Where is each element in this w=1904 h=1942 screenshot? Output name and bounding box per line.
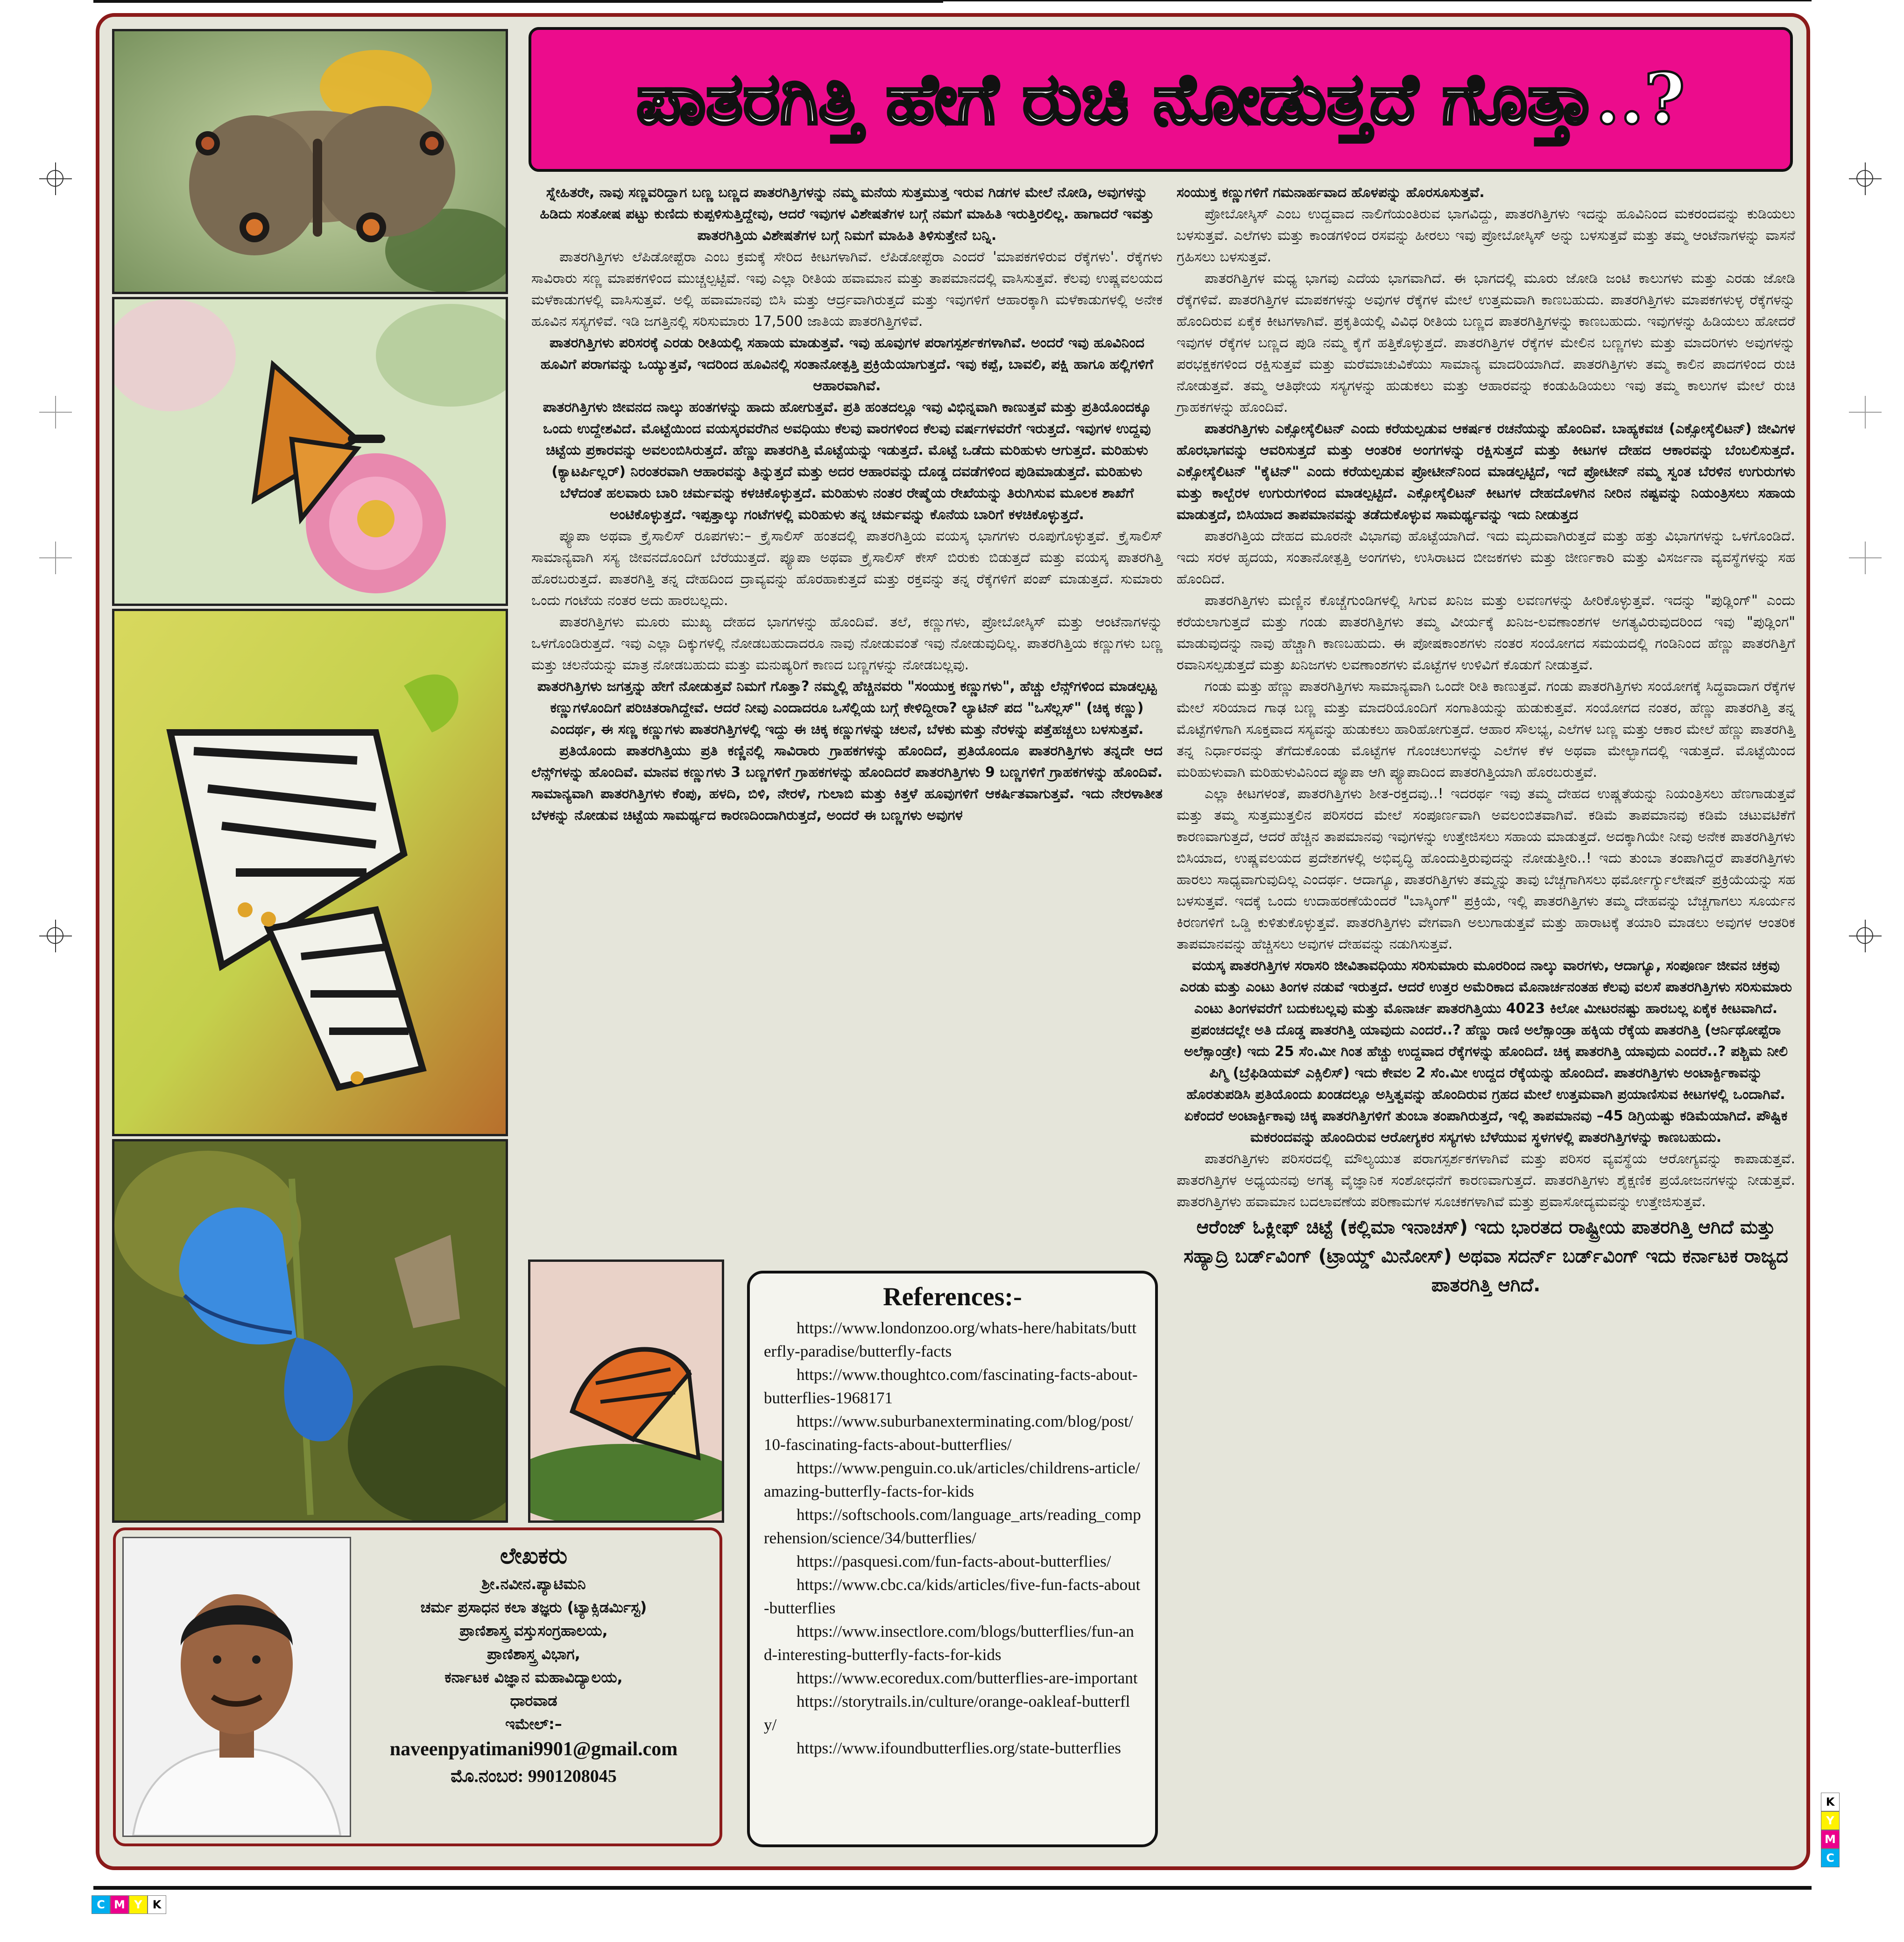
reference-link[interactable]: https://softschools.com/language_arts/reading_comprehension/science/34/butterflies/ xyxy=(764,1506,1141,1547)
cmyk-y: Y xyxy=(1821,1811,1840,1830)
cmyk-y: Y xyxy=(129,1895,148,1914)
author-phone: ಮೊ.ನಂಬರ: 9901208045 xyxy=(451,1766,617,1786)
paragraph: ಪ್ರೋಬೋಸ್ಕಿಸ್ ಎಂಬ ಉದ್ದವಾದ ನಾಲಿಗೆಯಂತಿರುವ ಭಾಗವಿದ್ದು, ಪಾತರಗಿತ್ತಿಗಳು ಇದನ್ನು ಹೂವಿನಿಂದ ಮಕರಂದವನ್ನು ಕುಡಿಯಲು ಬಳಸುತ್ತವೆ. ಎಲೆಗಳು ಮತ್ತು ಕಾಂಡಗಳಿಂದ ರಸವನ್ನು ಹೀರಲು ಇವು ಪ್ರೋಬೋಸ್ಕಿಸ್ ಅನ್ನು ಬಳಸುತ್ತವೆ ಮತ್ತು ತಮ್ಮ ಆಂಟೆನಾಗಳನ್ನು ವಾಸನೆ ಗ್ರಹಿಸಲು ಬಳಸುತ್ತವೆ. xyxy=(1177,206,1795,265)
top-rule xyxy=(93,0,943,3)
cmyk-c: C xyxy=(1821,1849,1840,1867)
author-email-label: ಇಮೇಲ್:– xyxy=(505,1715,562,1733)
reference-link[interactable]: https://www.ifoundbutterflies.org/state-butterflies xyxy=(797,1739,1121,1757)
crop-mark-icon xyxy=(39,396,72,429)
registration-mark-icon xyxy=(1849,920,1882,952)
reference-link[interactable]: https://www.penguin.co.uk/articles/childrens-article/amazing-butterfly-facts-for-kids xyxy=(764,1459,1140,1500)
paragraph: ಪಾತರಗಿತ್ತಿಯ ದೇಹದ ಮೂರನೇ ವಿಭಾಗವು ಹೊಟ್ಟೆಯಾಗಿದೆ. ಇದು ಮೃದುವಾಗಿರುತ್ತದೆ ಮತ್ತು ಹತ್ತು ವಿಭಾಗಗಳನ್ನು ಒಳಗೊಂಡಿದೆ. ಇದು ಸರಳ ಹೃದಯ, ಸಂತಾನೋತ್ಪತ್ತಿ ಅಂಗಗಳು, ಉಸಿರಾಟದ ಬೀಜಕಗಳು ಮತ್ತು ಜೀರ್ಣಕಾರಿ ಮತ್ತು ವಿಸರ್ಜನಾ ವ್ಯವಸ್ಥೆಗಳನ್ನು ಸಹ ಹೊಂದಿದೆ. xyxy=(1177,528,1795,587)
crop-mark-icon xyxy=(1849,542,1882,574)
photo-mating-butterflies xyxy=(112,609,508,1136)
intro-paragraph: ಸ್ನೇಹಿತರೇ, ನಾವು ಸಣ್ಣವರಿದ್ದಾಗ ಬಣ್ಣ ಬಣ್ಣದ ಪಾತರಗಿತ್ತಿಗಳನ್ನು ನಮ್ಮ ಮನೆಯ ಸುತ್ತಮುತ್ತ ಇರುವ ಗಿಡಗಳ ಮೇಲೆ ನೋಡಿ, ಅವುಗಳನ್ನು ಹಿಡಿದು ಸಂತೋಷ ಪಟ್ಟು ಕುಣಿದು ಕುಪ್ಪಳಿಸುತ್ತಿದ್ದೇವು, ಆದರೆ ಇವುಗಳ ವಿಶೇಷತೆಗಳ ಬಗ್ಗೆ ನಮಗೆ ಮಾಹಿತಿ ಇರುತ್ತಿರಲಿಲ್ಲ. ಹಾಗಾದರೆ ಇವತ್ತು ಪಾತರಗಿತ್ತಿಯ ವಿಶೇಷತೆಗಳ ಬಗ್ಗೆ ನಿಮಗೆ ಮಾಹಿತಿ ತಿಳಿಸುತ್ತೇನೆ ಬನ್ನಿ. xyxy=(540,184,1154,244)
author-role: ಚರ್ಮ ಪ್ರಸಾಧನ ಕಲಾ ತಜ್ಞರು (ಟ್ಯಾಕ್ಸಿಡರ್ಮಿಸ್ಟ) xyxy=(420,1598,647,1616)
closing-paragraph: ಆರೆಂಜ್ ಓಕ್ಲೀಫ್ ಚಿಟ್ಟೆ (ಕಲ್ಲಿಮಾ ಇನಾಚಸ್) ಇದು ಭಾರತದ ರಾಷ್ಟ್ರೀಯ ಪಾತರಗಿತ್ತಿ ಆಗಿದೆ ಮತ್ತು ಸಹ್ಯಾದ್ರಿ ಬರ್ಡ್‌ವಿಂಗ್ (ಟ್ರಾಯ್ಡ್ ಮಿನೋಸ್) ಅಥವಾ ಸದರ್ನ್ ಬರ್ಡ್‌ವಿಂಗ್ ಇದು ಕರ್ನಾಟಕ ರಾಜ್ಯದ ಪಾತರಗಿತ್ತಿ ಆಗಿದೆ. xyxy=(1184,1217,1788,1296)
crop-mark-icon xyxy=(39,542,72,574)
author-heading: ಲೇಖಕರು xyxy=(500,1543,568,1569)
paragraph: ಪಾತರಗಿತ್ತಿಗಳು ಮೂರು ಮುಖ್ಯ ದೇಹದ ಭಾಗಗಳನ್ನು ಹೊಂದಿವೆ. ತಲೆ, ಕಣ್ಣುಗಳು, ಪ್ರೋಬೋಸ್ಕಿಸ್ ಮತ್ತು ಆಂಟೆನಾಗಳನ್ನು ಒಳಗೊಂಡಿರುತ್ತದೆ. ಇವು ಎಲ್ಲಾ ದಿಕ್ಕುಗಳಲ್ಲಿ ನೋಡಬಹುದಾದರೂ ನಾವು ನೋಡುವಂತೆ ಇವು ನೋಡುವುದಿಲ್ಲ. ಪಾತರಗಿತ್ತಿಯ ಕಣ್ಣುಗಳು ಬಣ್ಣ ಮತ್ತು ಚಲನೆಯನ್ನು ಮಾತ್ರ ನೋಡಬಹುದು ಮತ್ತು ಮನುಷ್ಯರಿಗೆ ಕಾಣದ ಬಣ್ಣಗಳನ್ನು ನೋಡಬಲ್ಲವು. xyxy=(531,614,1163,673)
photo-monarch-butterfly xyxy=(112,297,508,606)
reference-link[interactable]: https://www.ecoredux.com/butterflies-are-important xyxy=(797,1669,1138,1687)
paragraph: ಪಾತರಗಿತ್ತಿಗಳು ಜೀವನದ ನಾಲ್ಕು ಹಂತಗಳನ್ನು ಹಾದು ಹೋಗುತ್ತವೆ. ಪ್ರತಿ ಹಂತದಲ್ಲೂ ಇವು ವಿಭಿನ್ನವಾಗಿ ಕಾಣುತ್ತವೆ ಮತ್ತು ಪ್ರತಿಯೊಂದಕ್ಕೂ ಒಂದು ಉದ್ದೇಶವಿದೆ. ಮೊಟ್ಟೆಯಿಂದ ವಯಸ್ಕರವರೆಗಿನ ಅವಧಿಯು ಕೆಲವು ವಾರಗಳಿಂದ ಕೆಲವು ವರ್ಷಗಳವರೆಗೆ ಇರುತ್ತದೆ. ಇವುಗಳ ಉದ್ದವು ಚಿಟ್ಟೆಯ ಪ್ರಕಾರವನ್ನು ಅವಲಂಬಿಸಿರುತ್ತದೆ. ಹೆಣ್ಣು ಪಾತರಗಿತ್ತಿ ಮೊಟ್ಟೆಯನ್ನು ಇಡುತ್ತದೆ. ಮೊಟ್ಟೆ ಒಡೆದು ಮರಿಹುಳು ಆಗುತ್ತದೆ. ಮರಿಹುಳು (ಕ್ಯಾಟರ್ಪಿಲ್ಲರ್) ನಿರಂತರವಾಗಿ ಆಹಾರವನ್ನು ತಿನ್ನುತ್ತದೆ ಮತ್ತು ಅದರ ಆಹಾರವನ್ನು ದೊಡ್ಡ ದವಡೆಗಳಿಂದ ಪುಡಿಮಾಡುತ್ತದೆ. ಮರಿಹುಳು ಬೆಳೆದಂತೆ ಹಲವಾರು ಬಾರಿ ಚರ್ಮವನ್ನು ಕಳಚಿಕೊಳ್ಳುತ್ತದೆ. ಮರಿಹುಳು ನಂತರ ರೇಷ್ಮೆಯ ರೇಖೆಯನ್ನು ತಿರುಗಿಸುವ ಮೂಲಕ ಶಾಖೆಗೆ ಅಂಟಿಕೊಳ್ಳುತ್ತದೆ. ಇಪ್ಪತ್ತಾಲ್ಕು ಗಂಟೆಗಳಲ್ಲಿ ಮರಿಹುಳು ತನ್ನ ಚರ್ಮವನ್ನು ಕೊನೆಯ ಬಾರಿಗೆ ಕಳಚಿಕೊಳ್ಳುತ್ತದೆ. xyxy=(543,399,1151,523)
reference-link[interactable]: https://www.thoughtco.com/fascinating-facts-about-butterflies-1968171 xyxy=(764,1365,1138,1407)
reference-link[interactable]: https://www.londonzoo.org/whats-here/habitats/butterfly-paradise/butterfly-facts xyxy=(764,1319,1137,1360)
photo-blue-butterfly xyxy=(112,1139,508,1523)
author-museum: ಪ್ರಾಣಿಶಾಸ್ತ್ರ ವಸ್ತುಸಂಗ್ರಹಾಲಯ, xyxy=(459,1622,608,1639)
photo-lacewing-butterfly xyxy=(528,1259,724,1523)
paragraph: ಪಾತರಗಿತ್ತಿಗಳು ಜಗತ್ತನ್ನು ಹೇಗೆ ನೋಡುತ್ತವೆ ನಿಮಗೆ ಗೊತ್ತಾ? ನಮ್ಮಲ್ಲಿ ಹೆಚ್ಚಿನವರು "ಸಂಯುಕ್ತ ಕಣ್ಣುಗಳು", ಹೆಚ್ಚು ಲೆನ್ಸ್‌ಗಳಿಂದ ಮಾಡಲ್ಪಟ್ಟ ಕಣ್ಣುಗಳೊಂದಿಗೆ ಪರಿಚಿತರಾಗಿದ್ದೇವೆ. ಆದರೆ ನೀವು ಎಂದಾದರೂ ಒಸೆಲ್ಲಿಯ ಬಗ್ಗೆ ಕೇಳಿದ್ದೀರಾ? ಲ್ಯಾಟಿನ್ ಪದ "ಒಸೆಲ್ಲಸ್" (ಚಿಕ್ಕ ಕಣ್ಣು) ಎಂದರ್ಥ, ಈ ಸಣ್ಣ ಕಣ್ಣುಗಳು ಪಾತರಗಿತ್ತಿಗಳಲ್ಲಿ ಇದ್ದು ಈ ಚಿಕ್ಕ ಕಣ್ಣುಗಳನ್ನು ಚಲನೆ, ಬೆಳಕು ಮತ್ತು ನೆರಳನ್ನು ಪತ್ತೆಹಚ್ಚಲು ಬಳಸುತ್ತವೆ. xyxy=(537,678,1157,738)
paragraph: ಪ್ಯೂಪಾ ಅಥವಾ ಕ್ರೈಸಾಲಿಸ್ ರೂಪಗಳು:– ಕ್ರೈಸಾಲಿಸ್ ಹಂತದಲ್ಲಿ ಪಾತರಗಿತ್ತಿಯ ವಯಸ್ಕ ಭಾಗಗಳು ರೂಪುಗೊಳ್ಳುತ್ತವೆ. ಕ್ರೈಸಾಲಿಸ್ ಸಾಮಾನ್ಯವಾಗಿ ಸಸ್ಯ ಜೀವನದೊಂದಿಗೆ ಬೆರೆಯುತ್ತದೆ. ಪ್ಯೂಪಾ ಅಥವಾ ಕ್ರೈಸಾಲಿಸ್ ಕೇಸ್ ಬಿರುಕು ಬಿಡುತ್ತದೆ ಮತ್ತು ವಯಸ್ಕ ಪಾತರಗಿತ್ತಿ ಹೊರಬರುತ್ತದೆ. ಪಾತರಗಿತ್ತಿ ತನ್ನ ದೇಹದಿಂದ ದ್ರಾವ್ಯವನ್ನು ಹೊರಹಾಕುತ್ತದೆ ಮತ್ತು ರಕ್ತವನ್ನು ತನ್ನ ರೆಕ್ಕೆಗಳಿಗೆ ಪಂಪ್ ಮಾಡುತ್ತದೆ. ಸುಮಾರು ಒಂದು ಗಂಟೆಯ ನಂತರ ಅದು ಹಾರಬಲ್ಲದು. xyxy=(531,528,1163,609)
paragraph: ಪಾತರಗಿತ್ತಿಗಳು ಎಕ್ಸೋಸ್ಕೆಲಿಟನ್ ಎಂದು ಕರೆಯಲ್ಪಡುವ ಆಕರ್ಷಕ ರಚನೆಯನ್ನು ಹೊಂದಿವೆ. ಬಾಹ್ಯಕವಚ (ಎಕ್ಸೋಸ್ಕೆಲಿಟನ್) ಜೀವಿಗಳ ಹೊರಭಾಗವನ್ನು ಆವರಿಸುತ್ತದೆ ಮತ್ತು ಆಂತರಿಕ ಅಂಗಗಳನ್ನು ರಕ್ಷಿಸುತ್ತದೆ ಮತ್ತು ಕೀಟಗಳ ದೇಹದ ಆಕಾರವನ್ನು ಬೆಂಬಲಿಸುತ್ತದೆ. ಎಕ್ಸೋಸ್ಕೆಲಿಟನ್ "ಕೈಟಿನ್" ಎಂದು ಕರೆಯಲ್ಪಡುವ ಪ್ರೋಟೀನ್‌ನಿಂದ ಮಾಡಲ್ಪಟ್ಟಿದೆ, ಇದೆ ಪ್ರೋಟೀನ್ ನಮ್ಮ ಸ್ವಂತ ಬೆರಳಿನ ಉಗುರುಗಳು ಮತ್ತು ಕಾಲ್ಬೆರಳ ಉಗುರುಗಳಿಂದ ಮಾಡಲ್ಪಟ್ಟಿದೆ. ಎಕ್ಸೋಸ್ಕೆಲಿಟನ್ ಕೀಟಗಳ ದೇಹದೊಳಗಿನ ನೀರಿನ ನಷ್ಟವನ್ನು ನಿಯಂತ್ರಿಸಲು ಸಹಾಯ ಮಾಡುತ್ತದೆ, ಬಿಸಿಯಾದ ತಾಪಮಾನವನ್ನು ತಡೆದುಕೊಳ್ಳುವ ಸಾಮರ್ಥ್ಯವನ್ನು ಇದು ನೀಡುತ್ತದ xyxy=(1177,421,1795,523)
reference-link[interactable]: https://pasquesi.com/fun-facts-about-butterflies/ xyxy=(797,1552,1111,1570)
paragraph: ಪ್ರತಿಯೊಂದು ಪಾತರಗಿತ್ತಿಯು ಪ್ರತಿ ಕಣ್ಣಿನಲ್ಲಿ ಸಾವಿರಾರು ಗ್ರಾಹಕಗಳನ್ನು ಹೊಂದಿದೆ, ಪ್ರತಿಯೊಂದೂ ಪಾತರಗಿತ್ತಿಗಳು ತನ್ನದೇ ಆದ ಲೆನ್ಸ್‌ಗಳನ್ನು ಹೊಂದಿವೆ. ಮಾನವ ಕಣ್ಣುಗಳು 3 ಬಣ್ಣಗಳಿಗೆ ಗ್ರಾಹಕಗಳನ್ನು ಹೊಂದಿದರೆ ಪಾತರಗಿತ್ತಿಗಳು 9 ಬಣ್ಣಗಳಿಗೆ ಗ್ರಾಹಕಗಳನ್ನು ಹೊಂದಿವೆ. ಸಾಮಾನ್ಯವಾಗಿ ಪಾತರಗಿತ್ತಿಗಳು ಕೆಂಪು, ಹಳದಿ, ಬಿಳಿ, ನೇರಳೆ, ಗುಲಾಬಿ ಮತ್ತು ಕಿತ್ತಳೆ ಹೂವುಗಳಿಗೆ ಆಕರ್ಷಿತವಾಗುತ್ತವೆ. ಇದು ನೇರಳಾತೀತ ಬೆಳಕನ್ನು ನೋಡುವ ಚಿಟ್ಟೆಯ ಸಾಮರ್ಥ್ಯದ ಕಾರಣದಿಂದಾಗಿರುತ್ತದೆ, ಅಂದರೆ ಈ ಬಣ್ಣಗಳು ಅವುಗಳ xyxy=(531,743,1163,823)
paragraph: ವಯಸ್ಕ ಪಾತರಗಿತ್ತಿಗಳ ಸರಾಸರಿ ಜೀವಿತಾವಧಿಯು ಸರಿಸುಮಾರು ಮೂರರಿಂದ ನಾಲ್ಕು ವಾರಗಳು, ಆದಾಗ್ಯೂ, ಸಂಪೂರ್ಣ ಜೀವನ ಚಕ್ರವು ಎರಡು ಮತ್ತು ಎಂಟು ತಿಂಗಳ ನಡುವೆ ಇರುತ್ತದೆ. ಆದರೆ ಉತ್ತರ ಅಮೆರಿಕಾದ ಮೊನಾರ್ಚನಂತಹ ಕೆಲವು ವಲಸೆ ಪಾತರಗಿತ್ತಿಗಳು ಸರಿಸುಮಾರು ಎಂಟು ತಿಂಗಳವರೆಗೆ ಬದುಕಬಲ್ಲವು ಮತ್ತು ಮೊನಾರ್ಚ ಪಾತರಗಿತ್ತಿಯು 4023 ಕಿಲೋ ಮೀಟರನಷ್ಟು ಹಾರಬಲ್ಲ ಏಕೈಕ ಕೀಟವಾಗಿದೆ. ಪ್ರಪಂಚದಲ್ಲೇ ಅತಿ ದೊಡ್ಡ ಪಾತರಗಿತ್ತಿ ಯಾವುದು ಎಂದರೆ..? ಹೆಣ್ಣು ರಾಣಿ ಅಲೆಕ್ಸಾಂಡ್ರಾ ಹಕ್ಕಿಯ ರೆಕ್ಕೆಯ ಪಾತರಗಿತ್ತಿ (ಆರ್ನಿಥೋಪ್ಟೆರಾ ಅಲೆಕ್ಸಾಂಡ್ರೇ) ಇದು 25 ಸೆಂ.ಮೀ ಗಿಂತ ಹೆಚ್ಚು ಉದ್ದವಾದ ರೆಕ್ಕೆಗಳನ್ನು ಹೊಂದಿದೆ. ಚಿಕ್ಕ ಪಾತರಗಿತ್ತಿ ಯಾವುದು ಎಂದರೆ..? ಪಶ್ಚಿಮ ನೀಲಿ ಪಿಗ್ಮಿ (ಬ್ರೆಫಿಡಿಯಮ್ ಎಕ್ಸಿಲಿಸ್) ಇದು ಕೇವಲ 2 ಸೆಂ.ಮೀ ಉದ್ದದ ರೆಕ್ಕೆಯನ್ನು ಹೊಂದಿದೆ. ಪಾತರಗಿತ್ತಿಗಳು ಅಂಟಾರ್ಕ್ಟಿಕಾವನ್ನು ಹೊರತುಪಡಿಸಿ ಪ್ರತಿಯೊಂದು ಖಂಡದಲ್ಲೂ ಅಸ್ತಿತ್ವವನ್ನು ಹೊಂದಿರುವ ಗ್ರಹದ ಮೇಲೆ ಉತ್ತಮವಾಗಿ ಪ್ರಯಾಣಿಸುವ ಕೀಟಗಳಲ್ಲಿ ಒಂದಾಗಿವೆ. ಏಕೆಂದರೆ ಅಂಟಾರ್ಕ್ಟಿಕಾವು ಚಿಕ್ಕ ಪಾತರಗಿತ್ತಿಗಳಿಗೆ ತುಂಬಾ ತಂಪಾಗಿರುತ್ತದೆ, ಇಲ್ಲಿ ತಾಪಮಾನವು –45 ಡಿಗ್ರಿಯಷ್ಟು ಕಡಿಮೆಯಾಗಿದೆ. ಪೌಷ್ಟಿಕ ಮಕರಂದವನ್ನು ಹೊಂದಿರುವ ಆರೋಗ್ಯಕರ ಸಸ್ಯಗಳು ಬೆಳೆಯುವ ಸ್ಥಳಗಳಲ್ಲಿ ಪಾತರಗಿತ್ತಿಗಳನ್ನು ಕಾಣಬಹುದು. xyxy=(1179,957,1792,1146)
paragraph: ಪಾತರಗಿತ್ತಿಗಳು ಲೆಪಿಡೋಪ್ಟೆರಾ ಎಂಬ ಕ್ರಮಕ್ಕೆ ಸೇರಿದ ಕೀಟಗಳಾಗಿವೆ. ಲೆಪಿಡೋಪ್ಟೆರಾ ಎಂದರೆ 'ಮಾಪಕಗಳಿರುವ ರೆಕ್ಕೆಗಳು'. ರೆಕ್ಕೆಗಳು ಸಾವಿರಾರು ಸಣ್ಣ ಮಾಪಕಗಳಿಂದ ಮುಚ್ಚಲ್ಪಟ್ಟಿವೆ. ಇವು ಎಲ್ಲಾ ರೀತಿಯ ಹವಾಮಾನ ಮತ್ತು ತಾಪಮಾನದಲ್ಲಿ ವಾಸಿಸುತ್ತವೆ. ಕೆಲವು ಉಷ್ಣವಲಯದ ಮಳೆಕಾಡುಗಳಲ್ಲಿ ವಾಸಿಸುತ್ತವೆ. ಅಲ್ಲಿ ಹವಾಮಾನವು ಬಿಸಿ ಮತ್ತು ಆರ್ದ್ರವಾಗಿರುತ್ತದೆ ಮತ್ತು ಇವುಗಳಿಗೆ ಆಹಾರಕ್ಕಾಗಿ ಮಳೆಕಾಡುಗಳಲ್ಲಿ ಅನೇಕ ಹೂವಿನ ಸಸ್ಯಗಳಿವೆ. ಇಡಿ ಜಗತ್ತಿನಲ್ಲಿ ಸರಿಸುಮಾರು 17,500 ಜಾತಿಯ ಪಾತರಗಿತ್ತಿಗಳಿವೆ. xyxy=(531,249,1163,330)
article-column-1 xyxy=(531,182,1163,826)
references-box xyxy=(747,1271,1158,1847)
author-email[interactable]: naveenpyatimani9901@gmail.com xyxy=(389,1738,678,1760)
cmyk-m: M xyxy=(1821,1830,1840,1849)
reference-link[interactable]: https://www.insectlore.com/blogs/butterflies/fun-and-interesting-butterfly-facts-for-kids xyxy=(764,1622,1134,1664)
registration-mark-icon xyxy=(39,162,72,195)
author-details xyxy=(354,1540,713,1790)
cmyk-bottom-strip xyxy=(92,1895,166,1914)
author-photo xyxy=(122,1537,351,1837)
cmyk-k: K xyxy=(148,1895,166,1914)
reference-link[interactable]: https://www.suburbanexterminating.com/blog/post/10-fascinating-facts-about-butterflies/ xyxy=(764,1412,1133,1454)
reference-link[interactable]: https://www.cbc.ca/kids/articles/five-fun-facts-about-butterflies xyxy=(764,1576,1141,1617)
registration-mark-icon xyxy=(1849,162,1882,195)
paragraph: ಎಲ್ಲಾ ಕೀಟಗಳಂತೆ, ಪಾತರಗಿತ್ತಿಗಳು ಶೀತ-ರಕ್ತದವು..! ಇದರರ್ಥ ಇವು ತಮ್ಮ ದೇಹದ ಉಷ್ಣತೆಯನ್ನು ನಿಯಂತ್ರಿಸಲು ಹೆಣಗಾಡುತ್ತವೆ ಮತ್ತು ತಮ್ಮ ಸುತ್ತಮುತ್ತಲಿನ ಪರಿಸರದ ಮೇಲೆ ಸಂಪೂರ್ಣವಾಗಿ ಅವಲಂಬಿತವಾಗಿವೆ. ಕಡಿಮೆ ತಾಪಮಾನವು ಕಡಿಮೆ ಚಟುವಟಿಕೆಗೆ ಕಾರಣವಾಗುತ್ತದೆ, ಆದರೆ ಹೆಚ್ಚಿನ ತಾಪಮಾನವು ಇವುಗಳನ್ನು ಉತ್ತೇಜಿಸಲು ಸಹಾಯ ಮಾಡುತ್ತದೆ. ಅದಕ್ಕಾಗಿಯೇ ನೀವು ಅನೇಕ ಪಾತರಗಿತ್ತಿಗಳು ಬಿಸಿಯಾದ, ಉಷ್ಣವಲಯದ ಪ್ರದೇಶಗಳಲ್ಲಿ ಅಭಿವೃದ್ಧಿ ಹೊಂದುತ್ತಿರುವುದನ್ನು ನೋಡುತ್ತೀರಿ..! ಇದು ತುಂಬಾ ತಂಪಾಗಿದ್ದರೆ ಪಾತರಗಿತ್ತಿಗಳು ಹಾರಲು ಸಾಧ್ಯವಾಗುವುದಿಲ್ಲ ಎಂದರ್ಥ. ಆದಾಗ್ಯೂ, ಪಾತರಗಿತ್ತಿಗಳು ತಮ್ಮನ್ನು ತಾವು ಬೆಚ್ಚಗಾಗಿಸಲು ಥರ್ಮೋರ್ಗ್ಯುಲೇಷನ್ ಪ್ರಕ್ರಿಯೆಯನ್ನು ಸಹ ಬಳಸುತ್ತವೆ. ಇದಕ್ಕೆ ಒಂದು ಉದಾಹರಣೆಯೆಂದರೆ "ಬಾಸ್ಕಿಂಗ್" ಪ್ರಕ್ರಿಯೆ, ಇಲ್ಲಿ ಪಾತರಗಿತ್ತಿಗಳು ತಮ್ಮ ದೇಹವನ್ನು ಬೆಚ್ಚಗಾಗಲು ಸೂರ್ಯನ ಕಿರಣಗಳಿಗೆ ಒಡ್ಡಿ ಕುಳಿತುಕೊಳ್ಳುತ್ತವೆ. ಪಾತರಗಿತ್ತಿಗಳು ವೇಗವಾಗಿ ಅಲುಗಾಡುತ್ತವೆ ಮತ್ತು ಹಾರಾಟಕ್ಕೆ ತಯಾರಿ ಮಾಡಲು ಅವುಗಳ ಆಂತರಿಕ ತಾಪಮಾನವನ್ನು ಹೆಚ್ಚಿಸಲು ಅವುಗಳ ದೇಹವನ್ನು ನಡುಗಿಸುತ್ತವೆ. xyxy=(1177,786,1795,952)
paragraph: ಪಾತರಗಿತ್ತಿಗಳ ಮಧ್ಯ ಭಾಗವು ಎದೆಯ ಭಾಗವಾಗಿದೆ. ಈ ಭಾಗದಲ್ಲಿ ಮೂರು ಜೋಡಿ ಜಂಟಿ ಕಾಲುಗಳು ಮತ್ತು ಎರಡು ಜೋಡಿ ರೆಕ್ಕೆಗಳಿವೆ. ಪಾತರಗಿತ್ತಿಗಳ ಮಾಪಕಗಳನ್ನು ಅವುಗಳ ರೆಕ್ಕೆಗಳ ಮೇಲೆ ಉತ್ತಮವಾಗಿ ಕಾಣಬಹುದು. ಪಾತರಗಿತ್ತಿಗಳು ಮಾಪಕಗಳುಳ್ಳ ರೆಕ್ಕೆಗಳನ್ನು ಹೊಂದಿರುವ ಏಕೈಕ ಕೀಟಗಳಾಗಿವೆ. ಪ್ರಕೃತಿಯಲ್ಲಿ ವಿವಿಧ ರೀತಿಯ ಬಣ್ಣದ ಪಾತರಗಿತ್ತಿಗಳನ್ನು ಕಾಣಬಹುದು. ಇವುಗಳನ್ನು ಹಿಡಿಯಲು ಹೋದರೆ ಇವುಗಳ ರೆಕ್ಕೆಗಳ ಬಣ್ಣದ ಪುಡಿ ನಮ್ಮ ಕೈಗೆ ಹತ್ತಿಕೊಳ್ಳುತ್ತದೆ. ಪಾತರಗಿತ್ತಿಗಳ ರೆಕ್ಕೆಗಳ ಮೇಲಿನ ಬಣ್ಣಗಳು ಮತ್ತು ಮಾದರಿಗಳು ಅವುಗಳನ್ನು ಪರಭಕ್ಷಕಗಳಿಂದ ರಕ್ಷಿಸುತ್ತವೆ ಮತ್ತು ಮರೆಮಾಚುವಿಕೆಯು ಸಾಮಾನ್ಯ ಮಾದರಿಯಾಗಿದೆ. ಪಾತರಗಿತ್ತಿಗಳು ತಮ್ಮ ಕಾಲಿನ ಪಾದಗಳಿಂದ ರುಚಿ ನೋಡುತ್ತವೆ. ತಮ್ಮ ಆತಿಥೇಯ ಸಸ್ಯಗಳನ್ನು ಹುಡುಕಲು ಮತ್ತು ಆಹಾರವನ್ನು ಕಂಡುಹಿಡಿಯಲು ಇವು ತಮ್ಮ ಕಾಲುಗಳ ಮೇಲೆ ರುಚಿ ಗ್ರಾಹಕಗಳನ್ನು ಹೊಂದಿವೆ. xyxy=(1177,270,1795,415)
paragraph: ಪಾತರಗಿತ್ತಿಗಳು ಮಣ್ಣಿನ ಕೊಚ್ಚೆಗುಂಡಿಗಳಲ್ಲಿ ಸಿಗುವ ಖನಿಜ ಮತ್ತು ಲವಣಗಳನ್ನು ಹೀರಿಕೊಳ್ಳುತ್ತವೆ. ಇದನ್ನು "ಪುಡ್ಲಿಂಗ್" ಎಂದು ಕರೆಯಲಾಗುತ್ತದೆ ಮತ್ತು ಗಂಡು ಪಾತರಗಿತ್ತಿಗಳು ತಮ್ಮ ವೀರ್ಯಕ್ಕೆ ಖನಿಜ-ಲವಣಾಂಶಗಳ ಅಗತ್ಯವಿರುವುದರಿಂದ ಇವು "ಪುಡ್ಲಿಂಗ" ಮಾಡುವುದನ್ನು ನಾವು ಹೆಚ್ಚಾಗಿ ಕಾಣಬಹುದು. ಈ ಪೋಷಕಾಂಶಗಳು ನಂತರ ಸಂಯೋಗದ ಸಮಯದಲ್ಲಿ ಗಂಡಿನಿಂದ ಹೆಣ್ಣು ಪಾತರಗಿತ್ತಿಗೆ ರವಾನಿಸಲ್ಪಡುತ್ತದೆ ಮತ್ತು ಖನಿಜಗಳು ಲವಣಾಂಶಗಳು ಮೊಟ್ಟೆಗಳ ಉಳಿವಿಗೆ ಕೊಡುಗೆ ನೀಡುತ್ತವೆ. xyxy=(1177,592,1795,673)
paragraph: ಗಂಡು ಮತ್ತು ಹೆಣ್ಣು ಪಾತರಗಿತ್ತಿಗಳು ಸಾಮಾನ್ಯವಾಗಿ ಒಂದೇ ರೀತಿ ಕಾಣುತ್ತವೆ. ಗಂಡು ಪಾತರಗಿತ್ತಿಗಳು ಸಂಯೋಗಕ್ಕೆ ಸಿದ್ಧವಾದಾಗ ರೆಕ್ಕೆಗಳ ಮೇಲೆ ಸರಿಯಾದ ಗಾಢ ಬಣ್ಣ ಮತ್ತು ಮಾದರಿಯೊಂದಿಗೆ ಸಂಗಾತಿಯನ್ನು ಹುಡುಕುತ್ತವೆ. ಸಂಯೋಗದ ನಂತರ, ಹೆಣ್ಣು ಪಾತರಗಿತ್ತಿ ತನ್ನ ಮೊಟ್ಟೆಗಳಿಗಾಗಿ ಸೂಕ್ತವಾದ ಸಸ್ಯವನ್ನು ಹುಡುಕಲು ಹಾರಿಹೋಗುತ್ತದೆ. ಆಹಾರ ಸೌಲಭ್ಯ, ಎಲೆಗಳ ಬಣ್ಣ ಮತ್ತು ಆಕಾರ ಮೇಲೆ ಹೆಣ್ಣು ಪಾತರಗಿತ್ತಿ ತನ್ನ ನಿರ್ಧಾರವನ್ನು ತೆಗೆದುಕೊಂಡು ಮೊಟ್ಟೆಗಳ ಗೊಂಚಲುಗಳನ್ನು ಎಲೆಗಳ ಕೆಳ ಅಥವಾ ಮೇಲ್ಭಾಗದಲ್ಲಿ ಇಡುತ್ತದೆ. ಮೊಟ್ಟೆಯಿಂದ ಮರಿಹುಳುವಾಗಿ ಮರಿಹುಳುವಿನಿಂದ ಪ್ಯೂಪಾ ಆಗಿ ಪ್ಯೂಪಾದಿಂದ ಪಾತರಗಿತ್ತಿಯಾಗಿ ಹೊರಬರುತ್ತವೆ. xyxy=(1177,678,1795,781)
reference-link[interactable]: https://storytrails.in/culture/orange-oakleaf-butterfly/ xyxy=(764,1692,1130,1734)
cmyk-side-strip xyxy=(1821,1793,1840,1867)
author-city: ಧಾರವಾಡ xyxy=(510,1692,557,1710)
author-box xyxy=(113,1527,722,1846)
photo-buckeye-butterfly xyxy=(112,29,508,294)
author-college: ಕರ್ನಾಟಕ ವಿಜ್ಞಾನ ಮಹಾವಿದ್ಯಾಲಯ, xyxy=(444,1668,623,1686)
cmyk-c: C xyxy=(92,1895,110,1914)
author-dept: ಪ್ರಾಣಿಶಾಸ್ತ್ರ ವಿಭಾಗ, xyxy=(487,1645,580,1663)
paragraph: ಪಾತರಗಿತ್ತಿಗಳು ಪರಿಸರಕ್ಕೆ ಎರಡು ರೀತಿಯಲ್ಲಿ ಸಹಾಯ ಮಾಡುತ್ತವೆ. ಇವು ಹೂವುಗಳ ಪರಾಗಸ್ಪರ್ಶಕಗಳಾಗಿವೆ. ಅಂದರೆ ಇವು ಹೂವಿನಿಂದ ಹೂವಿಗೆ ಪರಾಗವನ್ನು ಒಯ್ಯುತ್ತವೆ, ಇದರಿಂದ ಹೂವಿನಲ್ಲಿ ಸಂತಾನೋತ್ಪತ್ತಿ ಪ್ರಕ್ರಿಯೆಯಾಗುತ್ತದೆ. ಇವು ಕಪ್ಪೆ, ಬಾವಲಿ, ಪಕ್ಷಿ ಹಾಗೂ ಹಲ್ಲಿಗಳಿಗೆ ಆಹಾರವಾಗಿವೆ. xyxy=(540,335,1154,394)
headline: ಪಾತರಗಿತ್ತಿ ಹೇಗೆ ರುಚಿ ನೋಡುತ್ತದೆ ಗೊತ್ತಾ..? xyxy=(636,57,1685,140)
references-heading: References:- xyxy=(883,1282,1022,1311)
cmyk-k: K xyxy=(1821,1793,1840,1811)
headline-banner xyxy=(529,27,1793,172)
article-column-2 xyxy=(1177,182,1795,1300)
paragraph: ಪಾತರಗಿತ್ತಿಗಳು ಪರಿಸರದಲ್ಲಿ ಮೌಲ್ಯಯುತ ಪರಾಗಸ್ಪರ್ಶಕಗಳಾಗಿವೆ ಮತ್ತು ಪರಿಸರ ವ್ಯವಸ್ಥೆಯ ಆರೋಗ್ಯವನ್ನು ಕಾಪಾಡುತ್ತವೆ. ಪಾತರಗಿತ್ತಿಗಳ ಅಧ್ಯಯನವು ಅಗತ್ಯ ವೈಜ್ಞಾನಿಕ ಸಂಶೋಧನೆಗೆ ಕಾರಣವಾಗುತ್ತದೆ. ಪಾತರಗಿತ್ತಿಗಳು ಶೈಕ್ಷಣಿಕ ಪ್ರಯೋಜನಗಳನ್ನು ನೀಡುತ್ತವೆ. ಪಾತರಗಿತ್ತಿಗಳು ಹವಾಮಾನ ಬದಲಾವಣೆಯ ಪರಿಣಾಮಗಳ ಸೂಚಕಗಳಾಗಿವೆ ಮತ್ತು ಪ್ರವಾಸೋದ್ಯಮವನ್ನು ಉತ್ತೇಜಿಸುತ್ತವೆ. xyxy=(1177,1151,1795,1210)
crop-mark-icon xyxy=(1849,396,1882,429)
author-name: ಶ್ರೀ.ನವೀನ.ಪ್ಯಾಟಿಮನಿ xyxy=(481,1575,586,1593)
bottom-rule xyxy=(93,1886,1812,1890)
paragraph: ಸಂಯುಕ್ತ ಕಣ್ಣುಗಳಿಗೆ ಗಮನಾರ್ಹವಾದ ಹೊಳಪನ್ನು ಹೊರಸೂಸುತ್ತವೆ. xyxy=(1177,184,1485,201)
registration-mark-icon xyxy=(39,920,72,952)
cmyk-m: M xyxy=(110,1895,129,1914)
top-rule-right xyxy=(943,0,1812,1)
